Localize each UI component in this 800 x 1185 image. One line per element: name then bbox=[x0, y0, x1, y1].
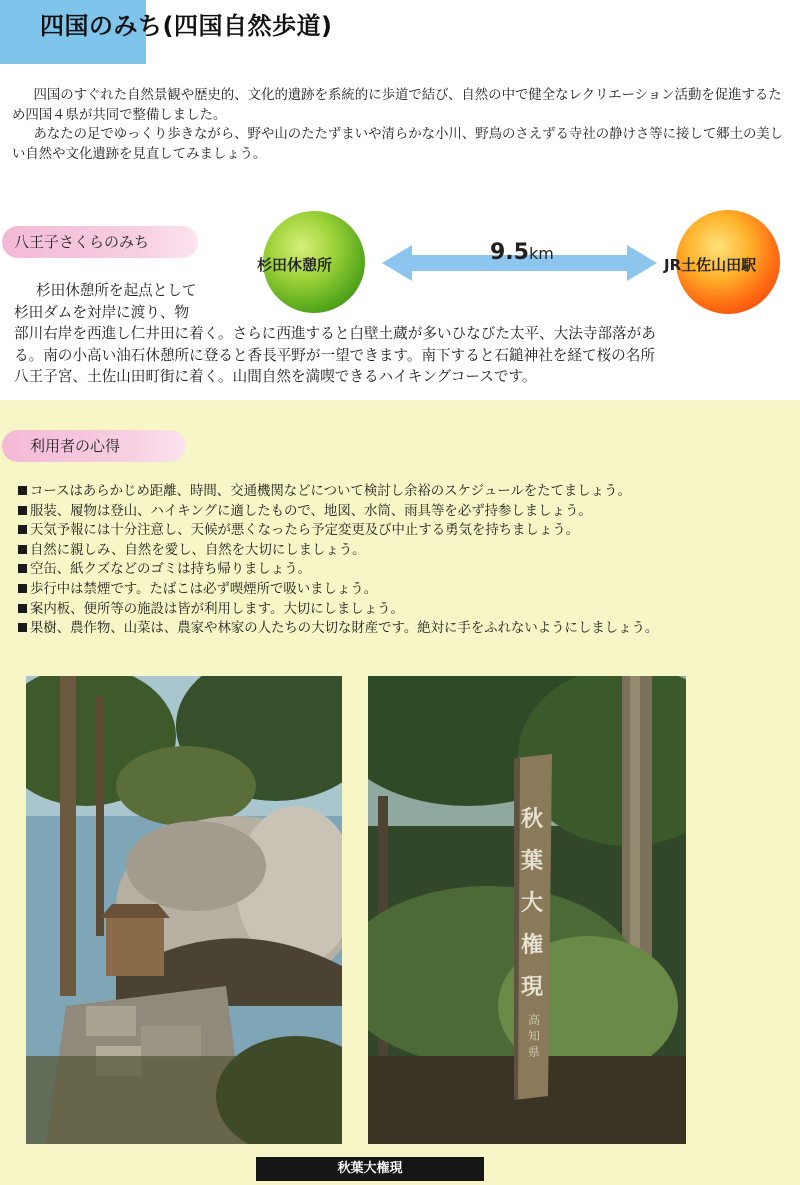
rule-text: 自然に親しみ、自然を愛し、自然を大切にしましょう。 bbox=[30, 542, 366, 558]
signpost-subchar: 県 bbox=[527, 1045, 541, 1059]
route-description bbox=[14, 280, 794, 388]
rule-item bbox=[18, 619, 658, 639]
route-line: 八王子宮、土佐山田町街に着く。山間自然を満喫できるハイキングコースです。 bbox=[14, 368, 537, 385]
rule-text: 案内板、便所等の施設は皆が利用します。大切にしましょう。 bbox=[30, 601, 404, 617]
rule-item bbox=[18, 482, 658, 502]
rule-text: 天気予報には十分注意し、天候が悪くなったら予定変更及び中止する勇気を持ちましょう。 bbox=[30, 523, 580, 539]
signpost-illustration bbox=[368, 676, 686, 1144]
intro-text bbox=[12, 86, 792, 164]
rule-item bbox=[18, 541, 658, 561]
square-bullet-icon bbox=[18, 584, 27, 593]
square-bullet-icon bbox=[18, 564, 27, 573]
rule-text: 歩行中は禁煙です。たばこは必ず喫煙所で吸いましょう。 bbox=[30, 581, 378, 597]
rule-item bbox=[18, 580, 658, 600]
square-bullet-icon bbox=[18, 486, 27, 495]
square-bullet-icon bbox=[18, 525, 27, 534]
distance-unit: km bbox=[528, 244, 554, 263]
rules-heading: 利用者の心得 bbox=[2, 430, 186, 462]
photo-caption: 秋葉大権現 bbox=[256, 1157, 484, 1181]
rule-item bbox=[18, 560, 658, 580]
route-line: る。南の小高い油石休憩所に登ると香長平野が一望できます。南下すると石鎚神社を経て桜の名所 bbox=[14, 346, 655, 364]
rule-text: 空缶、紙クズなどのゴミは持ち帰りましょう。 bbox=[30, 562, 312, 578]
signpost-subchar: 高 bbox=[527, 1013, 541, 1027]
shrine-rock-illustration bbox=[26, 676, 342, 1144]
intro-paragraph-1: 四国のすぐれた自然景観や歴史的、文化的遺跡を系統的に歩道で結び、自然の中で健全なレクリエーション活動を促進するため四国４県が共同で整備しました。 bbox=[12, 88, 782, 123]
intro-paragraph-2: あなたの足でゆっくり歩きながら、野や山のたたずまいや清らかな小川、野鳥のさえずる寺社の静けさ等に接して郷土の美しい自然や文化遺跡を見直してみましょう。 bbox=[12, 127, 784, 162]
rule-text: 服装、履物は登山、ハイキングに適したもので、地図、水筒、雨具等を必ず持参しましょう。 bbox=[30, 503, 592, 519]
start-station-label: 杉田休憩所 bbox=[257, 256, 333, 274]
square-bullet-icon bbox=[18, 506, 27, 515]
signpost-char: 権 bbox=[520, 933, 544, 958]
square-bullet-icon bbox=[18, 604, 27, 613]
rule-text: 果樹、農作物、山菜は、農家や林家の人たちの大切な財産です。絶対に手をふれないようにしましょう。 bbox=[30, 621, 659, 637]
rule-item bbox=[18, 600, 658, 620]
route-line: 部川右岸を西進し仁井田に着く。さらに西進すると白壁土蔵が多いひなびた太平、大法寺部落があ bbox=[14, 325, 656, 342]
signpost-char: 大 bbox=[520, 891, 544, 916]
signpost-char: 葉 bbox=[520, 849, 544, 874]
route-line: 杉田休憩所を起点として bbox=[36, 282, 197, 299]
route-line: 杉田ダムを対岸に渡り、物 bbox=[14, 303, 190, 321]
route-distance bbox=[490, 240, 554, 265]
page-title: 四国のみち(四国自然歩道) bbox=[40, 12, 333, 40]
signpost-photo bbox=[368, 676, 686, 1144]
square-bullet-icon bbox=[18, 623, 27, 632]
signpost-subchar: 知 bbox=[527, 1029, 541, 1043]
distance-value: 9.5 bbox=[490, 240, 529, 265]
rules-list bbox=[18, 482, 658, 639]
rule-item bbox=[18, 521, 658, 541]
rule-text: コースはあらかじめ距離、時間、交通機関などについて検討し余裕のスケジュールをたてましょう。 bbox=[30, 484, 631, 499]
signpost-char: 秋 bbox=[520, 807, 544, 832]
route-heading: 八王子さくらのみち bbox=[2, 226, 198, 258]
end-station-label: JR土佐山田駅 bbox=[664, 256, 757, 274]
shrine-rock-photo bbox=[26, 676, 342, 1144]
signpost-char: 現 bbox=[520, 975, 544, 1000]
rule-item bbox=[18, 502, 658, 522]
square-bullet-icon bbox=[18, 545, 27, 554]
